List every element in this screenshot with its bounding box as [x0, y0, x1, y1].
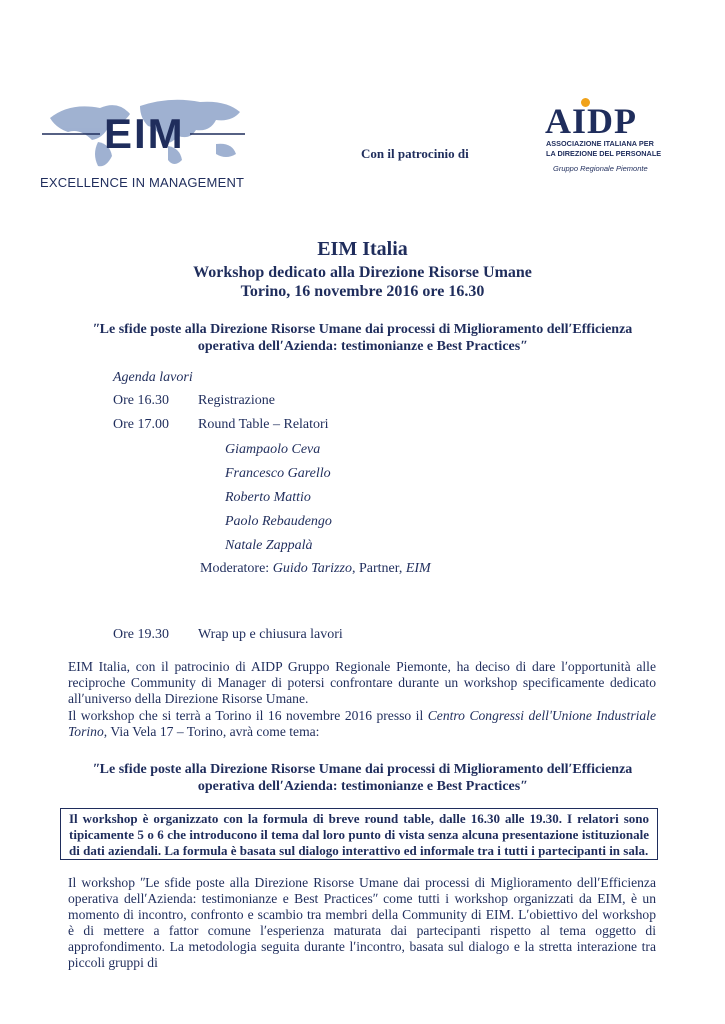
agenda-heading: Agenda lavori — [113, 370, 193, 385]
speaker: Roberto Mattio — [225, 490, 311, 505]
agenda-time: Ore 17.00 — [113, 417, 169, 432]
page-title: EIM Italia — [317, 238, 408, 260]
theme-line-2: operativa dellʹAzienda: testimonianze e Best Practicesʺ — [197, 339, 528, 354]
speaker: Giampaolo Ceva — [225, 442, 321, 457]
agenda-item: Registrazione — [198, 393, 275, 408]
moderator-label: Moderatore: — [200, 561, 273, 576]
venue-paragraph — [68, 708, 656, 740]
eim-tagline: EXCELLENCE IN MANAGEMENT — [40, 175, 245, 190]
aidp-region: Gruppo Regionale Piemonte — [553, 164, 648, 173]
speaker: Natale Zappalà — [225, 538, 313, 553]
theme-line-1: ʺLe sfide poste alla Direzione Risorse Umane dai processi di Miglioramento dellʹEfficienza — [92, 322, 633, 337]
agenda-item: Wrap up e chiusura lavori — [198, 627, 343, 642]
moderator-name: Guido Tarizzo — [272, 561, 352, 576]
workshop-description: Il workshop ʺLe sfide poste alla Direzione Risorse Umane dai processi di Miglioramento dellʹEfficienza operativa dellʹAzienda: testimonianze e Best Practicesʺ come tutti i workshop organizzati da EIM, è un momento di incontro, confronto e scambio tra membri della Community di EIM. Lʹobiettivo del workshop è di mettere a fattor comune lʹesperienza maturata dai partecipanti rispetto al tema oggetto di approfondimento. La metodologia seguita durante lʹincontro, basata sul dialogo e la stretta interazione tra piccoli gruppi di — [68, 875, 656, 970]
page-subtitle: Workshop dedicato alla Direzione Risorse Umane — [193, 264, 532, 281]
workshop-theme-repeat — [0, 761, 725, 795]
moderator-org: EIM — [405, 561, 431, 576]
intro-paragraph: EIM Italia, con il patrocinio di AIDP Gruppo Regionale Piemonte, ha deciso di dare lʹopportunità alle reciproche Community di Manager di potersi confrontare durante un workshop specificamente dedicato allʹuniverso della Direzione Risorse Umane. — [68, 659, 656, 706]
aidp-line2: LA DIREZIONE DEL PERSONALE — [546, 148, 662, 158]
agenda-time: Ore 19.30 — [113, 627, 169, 642]
workshop-theme — [0, 321, 725, 355]
venue-name: Centro Congressi dellʹUnione Industriale Torino — [68, 708, 656, 739]
moderator-line — [200, 561, 431, 577]
speaker: Paolo Rebaudengo — [225, 514, 332, 529]
aidp-subtitle — [546, 139, 661, 158]
eim-wordmark: EIM — [104, 110, 185, 157]
format-box: Il workshop è organizzato con la formula di breve round table, dalle 16.30 alle 19.30. I relatori sono tipicamente 5 o 6 che introducono il tema dal loro punto di vista senza alcuna presentazione istituzionale di dati aziendali. La formula è basata sul dialogo interattivo ed informale tra i tutti i partecipanti in sala. — [60, 808, 658, 860]
theme-line-2: operativa dellʹAzienda: testimonianze e Best Practicesʺ — [197, 779, 528, 794]
speaker: Francesco Garello — [225, 466, 331, 481]
aidp-wordmark: AIDP — [545, 101, 637, 141]
agenda-time: Ore 16.30 — [113, 393, 169, 408]
agenda-item: Round Table – Relatori — [198, 417, 329, 432]
patronage-label: Con il patrocinio di — [361, 146, 469, 161]
moderator-sep: , Partner, — [351, 561, 406, 576]
venue-address: , Via Vela 17 – Torino, avrà come tema: — [103, 724, 320, 739]
aidp-line1: ASSOCIAZIONE ITALIANA PER — [546, 139, 654, 148]
event-date: Torino, 16 novembre 2016 ore 16.30 — [240, 283, 485, 300]
theme-line-1: ʺLe sfide poste alla Direzione Risorse Umane dai processi di Miglioramento dellʹEfficienza — [92, 762, 633, 777]
venue-text: Il workshop che si terrà a Torino il 16 novembre 2016 presso il — [68, 708, 428, 723]
